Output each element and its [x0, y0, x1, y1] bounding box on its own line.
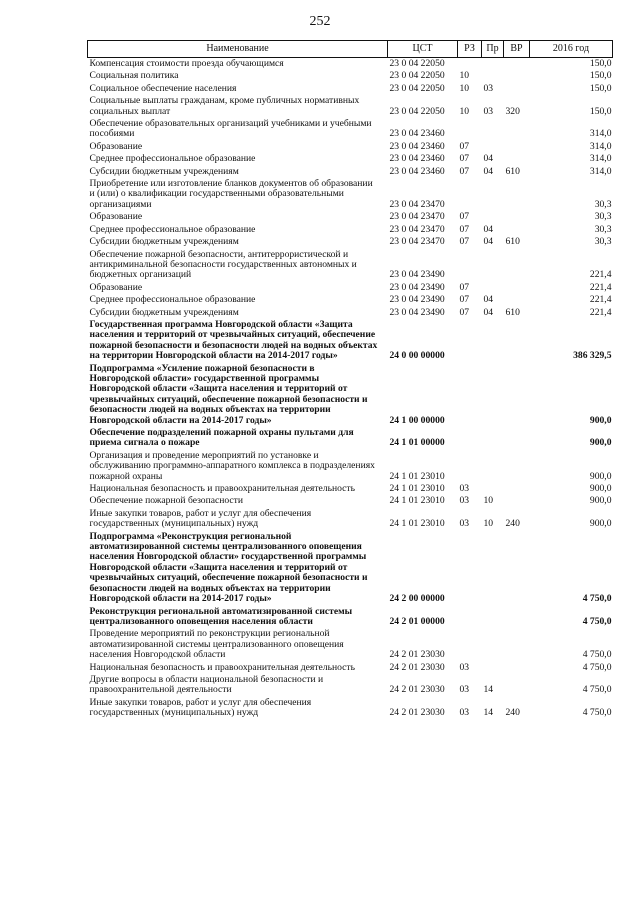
row-vr	[504, 282, 530, 294]
row-cst: 23 0 04 23490	[389, 294, 445, 306]
row-pr: 03	[483, 105, 494, 117]
row-vr	[504, 224, 530, 236]
table-row	[88, 495, 613, 507]
row-name: Субсидии бюджетным учреждениям	[89, 236, 239, 248]
row-vr	[504, 211, 530, 223]
row-name: Национальная безопасность и правоохранительная деятельность	[89, 483, 355, 495]
row-pr	[482, 427, 504, 450]
row-cst: 24 2 00 00000	[389, 593, 445, 605]
row-rz: 10	[459, 70, 470, 82]
row-vr	[504, 606, 530, 629]
row-name: Обеспечение пожарной безопасности	[89, 495, 244, 507]
header-vr: ВР	[504, 41, 530, 58]
row-rz: 07	[459, 211, 470, 223]
row-vr	[504, 249, 530, 282]
row-cst: 24 1 01 23010	[389, 518, 445, 530]
header-cst: ЦСТ	[388, 41, 458, 58]
row-cst: 24 2 01 23030	[389, 707, 445, 719]
row-sum: 314,0	[589, 165, 612, 177]
row-vr: 240	[505, 707, 520, 719]
table-row	[88, 153, 613, 165]
row-sum: 900,0	[589, 495, 612, 507]
row-cst: 23 0 04 23470	[389, 223, 445, 235]
row-vr	[504, 153, 530, 165]
row-vr	[504, 363, 530, 427]
row-sum: 4 750,0	[582, 661, 612, 673]
row-pr	[482, 319, 504, 363]
row-pr: 04	[483, 306, 494, 318]
row-vr	[504, 450, 530, 483]
page-number: 252	[309, 14, 331, 29]
row-name: Образование	[89, 211, 143, 223]
row-pr	[482, 141, 504, 153]
row-sum: 386 329,5	[573, 350, 612, 362]
row-sum: 900,0	[589, 518, 612, 530]
table-row	[88, 211, 613, 223]
table-row	[88, 58, 613, 71]
row-name: Социальные выплаты гражданам, кроме публичных нормативных социальных выплат	[89, 95, 360, 117]
row-rz	[458, 118, 482, 141]
table-row	[88, 531, 613, 606]
table-row	[88, 294, 613, 306]
row-rz: 07	[459, 281, 470, 293]
row-vr: 610	[505, 306, 520, 318]
row-vr	[504, 495, 530, 507]
row-vr	[504, 531, 530, 606]
row-sum: 150,0	[589, 105, 612, 117]
row-pr	[482, 211, 504, 223]
table-body	[88, 58, 613, 720]
table-row	[88, 508, 613, 531]
row-vr	[504, 83, 530, 95]
row-vr	[504, 427, 530, 450]
row-name: Подпрограмма «Усиление пожарной безопасности в Новгородской области» государственной программы Новгородской области «Защита населения и территорий от чрезвычайных ситуаций, обеспечение пожарной безопасности и безопасности людей на водных объектах на территории Новгородской области на 2014-2017 годы»	[89, 362, 368, 426]
row-sum: 30,3	[594, 223, 612, 235]
row-cst: 23 0 04 23470	[389, 236, 445, 248]
row-name: Образование	[89, 281, 143, 293]
row-rz: 07	[459, 294, 470, 306]
row-sum: 900,0	[589, 437, 612, 449]
row-cst: 23 0 04 23470	[389, 211, 445, 223]
row-rz	[458, 427, 482, 450]
table-row	[88, 628, 613, 661]
row-cst: 23 0 04 23460	[389, 140, 445, 152]
row-sum: 4 750,0	[582, 615, 612, 627]
row-sum: 221,4	[589, 294, 612, 306]
table-row	[88, 307, 613, 319]
row-vr: 320	[505, 105, 520, 117]
row-cst: 23 0 04 23490	[389, 306, 445, 318]
row-cst: 23 0 04 23490	[389, 281, 445, 293]
row-rz: 03	[459, 495, 470, 507]
row-name: Национальная безопасность и правоохранительная деятельность	[89, 661, 355, 673]
row-pr: 03	[483, 82, 494, 94]
row-vr	[504, 58, 530, 71]
row-rz	[458, 628, 482, 661]
row-rz	[458, 58, 482, 71]
table-row	[88, 483, 613, 495]
row-name: Иные закупки товаров, работ и услуг для обеспечения государственных (муниципальных) нужд	[89, 696, 312, 719]
row-name: Компенсация стоимости проезда обучающимся	[89, 58, 284, 69]
row-pr	[482, 483, 504, 495]
row-cst: 24 0 00 00000	[389, 350, 445, 362]
row-name: Другие вопросы в области национальной безопасности и правоохранительной деятельности	[89, 673, 324, 696]
row-vr	[504, 294, 530, 306]
row-sum: 900,0	[589, 414, 612, 426]
row-sum: 150,0	[589, 58, 612, 69]
row-sum: 30,3	[594, 211, 612, 223]
row-rz	[458, 319, 482, 363]
row-vr	[504, 178, 530, 211]
row-rz	[458, 249, 482, 282]
row-cst: 24 1 01 23010	[389, 495, 445, 507]
row-name: Подпрограмма «Реконструкция региональной автоматизированной системы централизованного оповещения населения Новгородской области» государственной программы Новгородской области «Защита населения и территорий от чрезвычайных ситуаций, обеспечение пожарной безопасности и безопасности людей на водных объектах на территории Новгородской области на 2014-2017 годы»	[89, 530, 368, 605]
header-name: Наименование	[88, 41, 388, 58]
row-pr	[482, 118, 504, 141]
row-cst: 24 1 01 23010	[389, 483, 445, 495]
row-cst: 24 2 01 23030	[389, 661, 445, 673]
row-vr	[504, 628, 530, 661]
table-row	[88, 95, 613, 118]
row-sum: 221,4	[589, 269, 612, 281]
row-pr	[482, 70, 504, 82]
row-pr	[482, 450, 504, 483]
row-pr	[482, 628, 504, 661]
row-cst: 23 0 04 23460	[389, 165, 445, 177]
row-name: Среднее профессиональное образование	[89, 294, 256, 306]
table-row	[88, 70, 613, 82]
row-rz: 07	[459, 306, 470, 318]
row-vr	[504, 70, 530, 82]
row-name: Обеспечение пожарной безопасности, антитеррористической и антикриминальной безопасности государственных автономных и бюджетных организаций	[89, 248, 357, 281]
table-row	[88, 450, 613, 483]
header-pr: Пр	[482, 41, 504, 58]
row-sum: 221,4	[589, 306, 612, 318]
row-rz: 07	[459, 236, 470, 248]
row-pr: 04	[483, 294, 494, 306]
row-rz: 10	[459, 82, 470, 94]
row-sum: 30,3	[594, 236, 612, 248]
row-vr: 240	[505, 518, 520, 530]
row-cst: 24 2 01 23030	[389, 649, 445, 661]
row-pr	[482, 178, 504, 211]
table-row	[88, 166, 613, 178]
row-name: Субсидии бюджетным учреждениям	[89, 165, 239, 177]
row-cst: 24 2 01 23030	[389, 684, 445, 696]
table-row	[88, 606, 613, 629]
row-name: Реконструкция региональной автоматизированной системы централизованного оповещения населения области	[89, 605, 353, 627]
row-sum: 30,3	[594, 198, 612, 210]
row-pr: 14	[483, 684, 494, 696]
row-pr: 14	[483, 707, 494, 719]
row-rz	[458, 531, 482, 606]
row-name: Образование	[89, 140, 143, 152]
table-row	[88, 363, 613, 427]
row-cst: 23 0 04 22050	[389, 70, 445, 82]
row-pr: 04	[483, 223, 494, 235]
row-name: Иные закупки товаров, работ и услуг для обеспечения государственных (муниципальных) нужд	[89, 507, 312, 530]
row-cst: 24 1 00 00000	[389, 414, 445, 426]
row-name: Социальная политика	[89, 70, 179, 82]
row-pr	[482, 282, 504, 294]
row-cst: 24 2 01 00000	[389, 615, 445, 627]
row-name: Среднее профессиональное образование	[89, 223, 256, 235]
row-rz: 07	[459, 165, 470, 177]
row-cst: 23 0 04 23460	[389, 153, 445, 165]
row-name: Обеспечение подразделений пожарной охраны пультами для приема сигнала о пожаре	[89, 427, 354, 449]
table-row	[88, 697, 613, 720]
row-rz: 03	[459, 483, 470, 495]
row-name: Среднее профессиональное образование	[89, 153, 256, 165]
row-vr: 610	[505, 236, 520, 248]
row-sum: 4 750,0	[582, 593, 612, 605]
row-name: Проведение мероприятий по реконструкции региональной автоматизированной системы централизованного оповещения населения Новгородской области	[89, 628, 344, 661]
row-cst: 23 0 04 22050	[389, 82, 445, 94]
row-pr	[482, 662, 504, 674]
row-rz: 03	[459, 684, 470, 696]
row-name: Приобретение или изготовление бланков документов об образовании и (или) о квалификации государственными образовательными организациями	[89, 178, 373, 210]
row-vr: 610	[505, 165, 520, 177]
row-sum: 900,0	[589, 483, 612, 495]
row-rz: 07	[459, 223, 470, 235]
table-row	[88, 427, 613, 450]
table-row	[88, 319, 613, 363]
row-cst: 23 0 04 22050	[389, 58, 445, 69]
header-rz: РЗ	[458, 41, 482, 58]
row-sum: 150,0	[589, 82, 612, 94]
row-vr	[504, 483, 530, 495]
table-row	[88, 236, 613, 248]
row-pr: 04	[483, 165, 494, 177]
row-pr: 04	[483, 236, 494, 248]
row-vr	[504, 118, 530, 141]
row-name: Государственная программа Новгородской области «Защита населения и территорий от чрезвычайных ситуаций, обеспечение пожарной безопасности и безопасности людей на водных объектах на территории Новгородской области на 2014-2017 годы»	[89, 318, 378, 362]
row-name: Субсидии бюджетным учреждениям	[89, 306, 239, 318]
table-row	[88, 662, 613, 674]
row-pr	[482, 249, 504, 282]
row-sum: 221,4	[589, 281, 612, 293]
row-cst: 23 0 04 22050	[389, 105, 445, 117]
row-rz	[458, 363, 482, 427]
row-name: Организация и проведение мероприятий по установке и обслуживанию программно-аппаратного комплекса в подразделениях пожарной охраны	[89, 449, 375, 482]
table-row	[88, 224, 613, 236]
row-pr: 10	[483, 518, 494, 530]
row-rz	[458, 450, 482, 483]
row-cst: 23 0 04 23470	[389, 198, 445, 210]
row-sum: 314,0	[589, 140, 612, 152]
table-row	[88, 282, 613, 294]
row-sum: 4 750,0	[582, 649, 612, 661]
row-vr	[504, 319, 530, 363]
row-name: Социальное обеспечение населения	[89, 82, 237, 94]
table-header	[88, 41, 613, 58]
row-pr: 10	[483, 495, 494, 507]
row-sum: 4 750,0	[582, 684, 612, 696]
table-row	[88, 141, 613, 153]
row-rz	[458, 178, 482, 211]
row-rz: 03	[459, 707, 470, 719]
row-rz: 10	[459, 105, 470, 117]
row-pr	[482, 531, 504, 606]
table-row	[88, 249, 613, 282]
row-cst: 23 0 04 23460	[389, 128, 445, 140]
row-pr	[482, 606, 504, 629]
table-row	[88, 674, 613, 697]
row-sum: 314,0	[589, 153, 612, 165]
row-sum: 150,0	[589, 70, 612, 82]
row-pr	[482, 363, 504, 427]
row-rz: 03	[459, 661, 470, 673]
row-cst: 23 0 04 23490	[389, 269, 445, 281]
row-rz	[458, 606, 482, 629]
row-name: Обеспечение образовательных организаций учебниками и учебными пособиями	[89, 118, 372, 140]
row-sum: 900,0	[589, 470, 612, 482]
budget-table	[87, 40, 613, 720]
header-sum: 2016 год	[530, 41, 613, 58]
row-rz: 07	[459, 140, 470, 152]
row-sum: 4 750,0	[582, 707, 612, 719]
row-cst: 24 1 01 00000	[389, 437, 445, 449]
table-row	[88, 83, 613, 95]
row-pr	[482, 58, 504, 71]
row-sum: 314,0	[589, 128, 612, 140]
row-vr	[504, 674, 530, 697]
row-cst: 24 1 01 23010	[389, 470, 445, 482]
row-vr	[504, 141, 530, 153]
table-row	[88, 118, 613, 141]
table-row	[88, 178, 613, 211]
row-rz: 07	[459, 153, 470, 165]
row-rz: 03	[459, 518, 470, 530]
row-vr	[504, 662, 530, 674]
row-pr: 04	[483, 153, 494, 165]
